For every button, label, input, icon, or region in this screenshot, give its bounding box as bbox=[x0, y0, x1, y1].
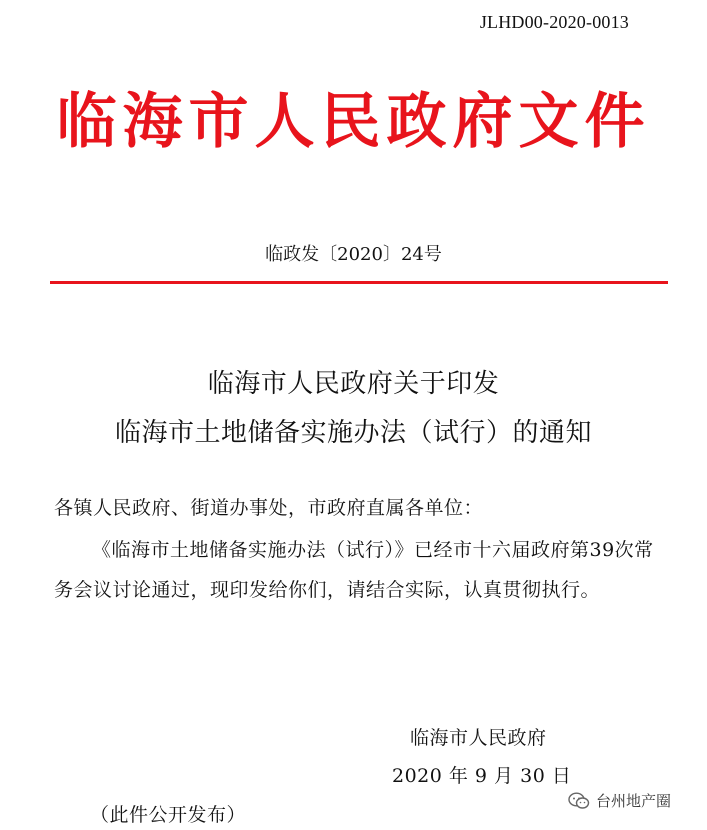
notice-title-line1: 临海市人民政府关于印发 bbox=[207, 369, 500, 399]
publish-note: （此件公开发布） bbox=[90, 804, 247, 826]
header-title: 临海市人民政府文件 bbox=[56, 87, 651, 157]
notice-title-line2: 临海市土地储备实施办法（试行）的通知 bbox=[114, 418, 592, 448]
red-divider-rule bbox=[50, 281, 668, 284]
watermark bbox=[568, 790, 671, 811]
wechat-icon bbox=[568, 792, 590, 810]
document-number: 临政发〔2020〕24号 bbox=[265, 244, 442, 265]
watermark-text: 台州地产圈 bbox=[596, 792, 672, 810]
signature-organization: 临海市人民政府 bbox=[410, 727, 547, 749]
body-paragraph: 《临海市土地储备实施办法（试行）》已经市十六届政府第39次常务会议讨论通过，现印发给你们，请结合实际，认真贯彻执行。 bbox=[54, 539, 654, 601]
signature-date: 2020 年 9 月 30 日 bbox=[392, 765, 572, 787]
document-code: JLHD00-2020-0013 bbox=[479, 12, 629, 32]
salutation: 各镇人民政府、街道办事处，市政府直属各单位： bbox=[54, 497, 484, 519]
